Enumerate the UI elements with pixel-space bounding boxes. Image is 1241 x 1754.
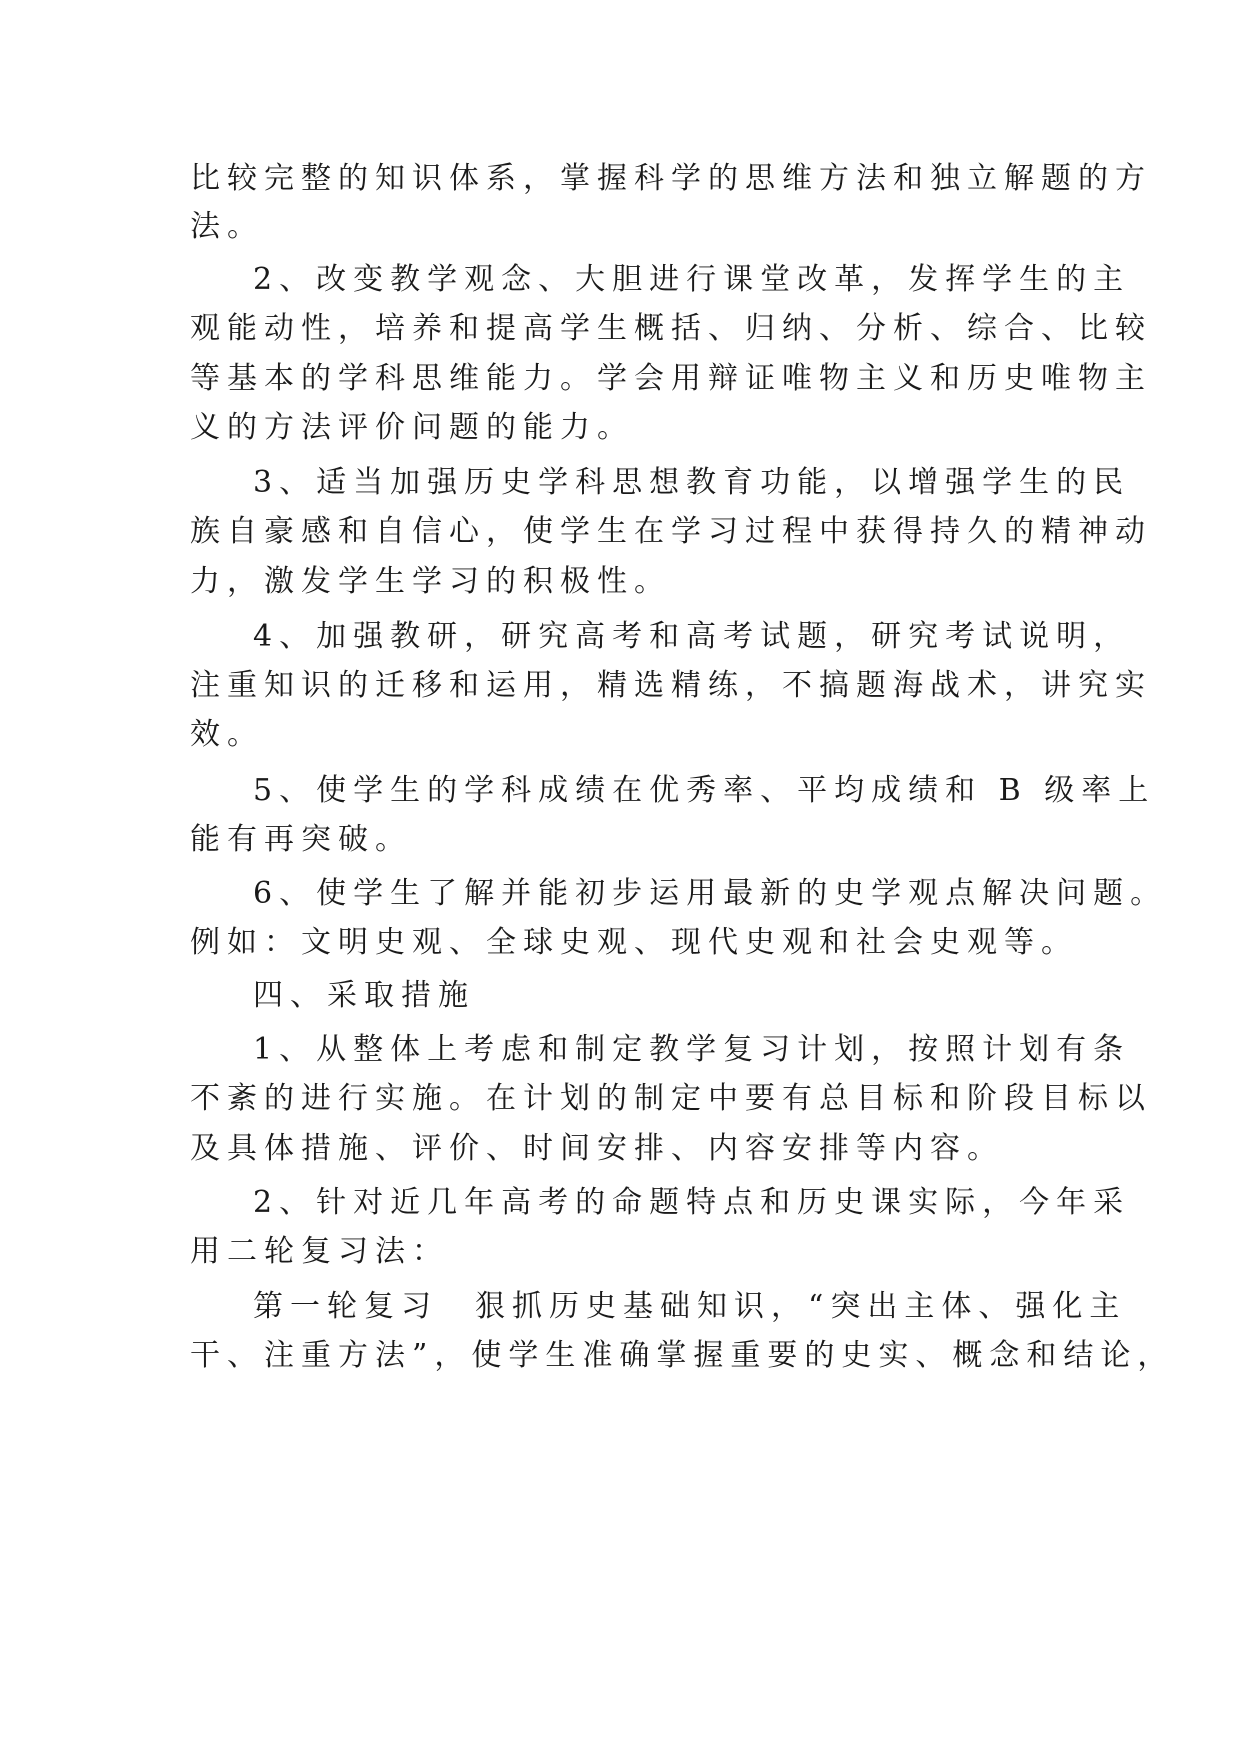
text-line: 2、改变教学观念、大胆进行课堂改革，发挥学生的主	[253, 262, 1131, 297]
text-line: 6、使学生了解并能初步运用最新的史学观点解决问题。	[253, 876, 1168, 911]
text-line: 4、加强教研，研究高考和高考试题，研究考试说明，	[253, 619, 1131, 654]
text-line: 例如：文明史观、全球史观、现代史观和社会史观等。	[190, 925, 1078, 960]
text-line: 义的方法评价问题的能力。	[190, 410, 634, 445]
text-line: 比较完整的知识体系，掌握科学的思维方法和独立解题的方	[190, 161, 1152, 196]
text-line: 不紊的进行实施。在计划的制定中要有总目标和阶段目标以	[190, 1081, 1152, 1116]
text-line: 注重知识的迁移和运用，精选精练，不搞题海战术，讲究实	[190, 668, 1152, 703]
text-line: 观能动性，培养和提高学生概括、归纳、分析、综合、比较	[190, 311, 1152, 346]
text-line: 力，激发学生学习的积极性。	[190, 564, 671, 599]
text-line: 1、从整体上考虑和制定教学复习计划，按照计划有条	[253, 1032, 1131, 1067]
text-line: 5、使学生的学科成绩在优秀率、平均成绩和 B 级率上	[253, 773, 1156, 808]
text-line: 等基本的学科思维能力。学会用辩证唯物主义和历史唯物主	[190, 361, 1152, 396]
text-line: 能有再突破。	[190, 822, 412, 857]
text-line: 及具体措施、评价、时间安排、内容安排等内容。	[190, 1131, 1004, 1166]
text-line: 干、注重方法”，使学生准确掌握重要的史实、概念和结论，	[190, 1338, 1175, 1373]
text-line: 第一轮复习 狠抓历史基础知识，“突出主体、强化主	[253, 1289, 1127, 1324]
section-heading: 四、采取措施	[253, 978, 475, 1013]
text-line: 法。	[190, 209, 264, 244]
text-line: 2、针对近几年高考的命题特点和历史课实际，今年采	[253, 1185, 1131, 1220]
text-line: 效。	[190, 717, 264, 752]
text-line: 用二轮复习法：	[190, 1234, 449, 1269]
text-line: 3、适当加强历史学科思想教育功能，以增强学生的民	[253, 465, 1131, 500]
text-line: 族自豪感和自信心，使学生在学习过程中获得持久的精神动	[190, 514, 1152, 549]
